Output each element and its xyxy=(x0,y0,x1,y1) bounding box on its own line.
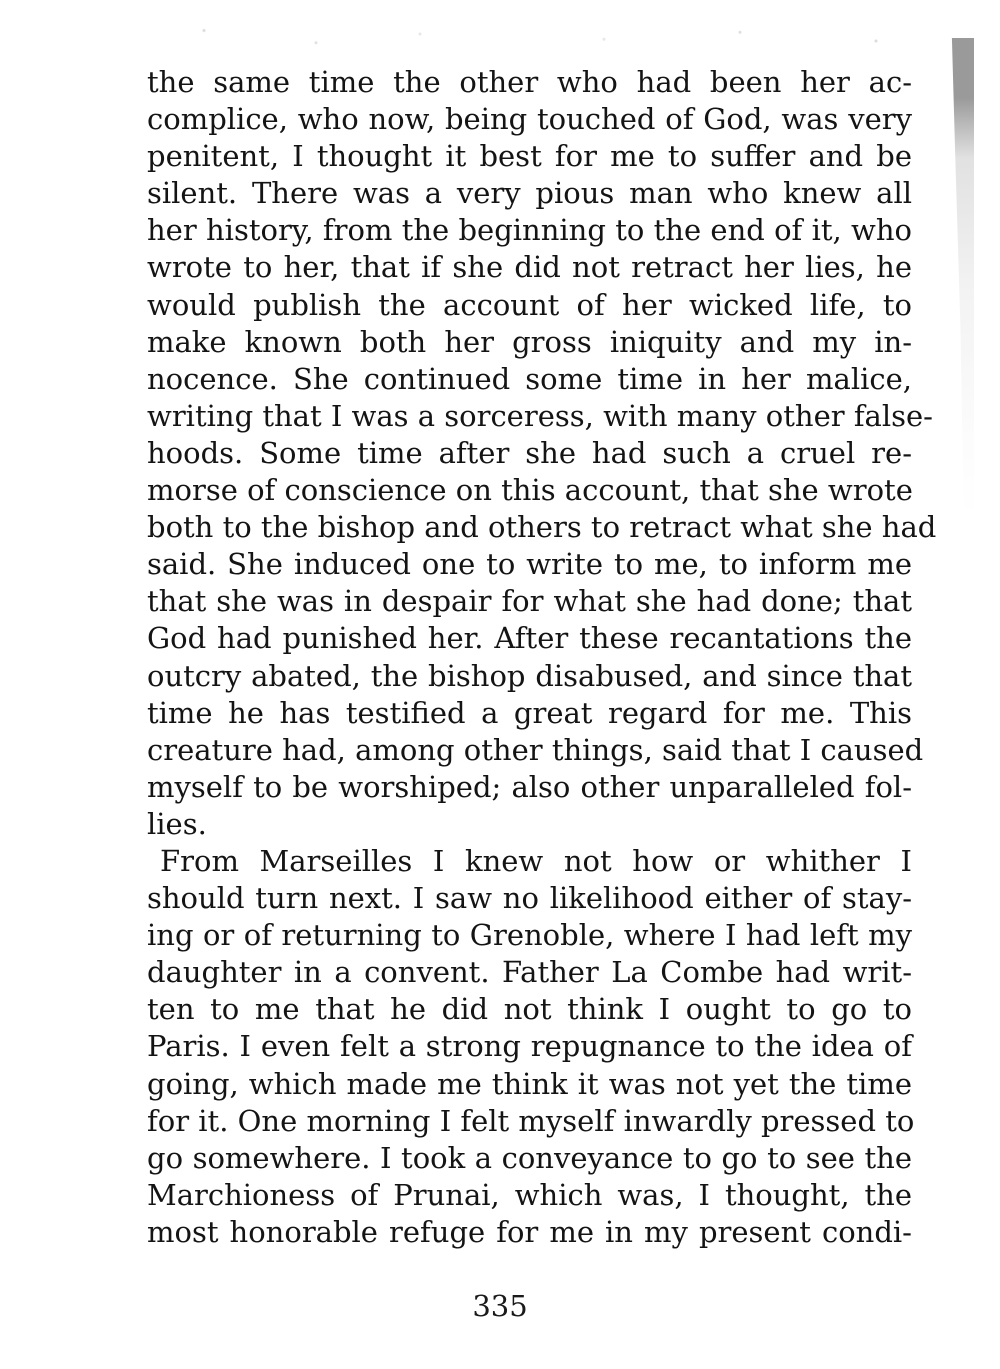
text-line: both to the bishop and others to retract what she had xyxy=(147,510,937,545)
text-line: going, which made me think it was not yet the time xyxy=(147,1066,912,1101)
text-line: make known both her gross iniquity and my in- xyxy=(147,324,912,359)
text-line: go somewhere. I took a conveyance to go to see the xyxy=(147,1140,912,1175)
text-line: From Marseilles I knew not how or whither I xyxy=(160,843,912,878)
text-line: writing that I was a sorceress, with many other false- xyxy=(147,398,933,433)
text-line: said. She induced one to write to me, to inform me xyxy=(147,547,912,582)
text-line: lies. xyxy=(147,806,207,841)
text-line: God had punished her. After these recantations the xyxy=(147,621,912,656)
text-line: most honorable refuge for me in my present condi- xyxy=(147,1214,912,1249)
text-line: penitent, I thought it best for me to suffer and be xyxy=(147,139,912,174)
text-line: ing or of returning to Grenoble, where I had left my xyxy=(147,918,912,953)
text-line: Paris. I even felt a strong repugnance to the idea of xyxy=(147,1029,912,1064)
text-line: wrote to her, that if she did not retract her lies, he xyxy=(147,250,912,285)
text-line: for it. One morning I felt myself inwardly pressed to xyxy=(147,1103,915,1138)
text-line: hoods. Some time after she had such a cruel re- xyxy=(147,435,912,470)
scan-artifact-right xyxy=(940,38,974,518)
text-line: that she was in despair for what she had done; that xyxy=(147,584,912,619)
page-number: 335 xyxy=(472,1289,528,1323)
text-line: should turn next. I saw no likelihood either of stay- xyxy=(147,881,912,916)
scan-artifact-top xyxy=(140,20,940,55)
text-line: myself to be worshiped; also other unparalleled fol- xyxy=(147,769,912,804)
text-line: the same time the other who had been her ac- xyxy=(147,65,912,99)
body-text xyxy=(147,64,937,1251)
text-line: outcry abated, the bishop disabused, and since that xyxy=(147,658,912,693)
text-line: Marchioness of Prunai, which was, I thought, the xyxy=(147,1177,912,1212)
text-line: time he has testified a great regard for me. This xyxy=(147,695,912,730)
text-line: complice, who now, being touched of God, was very xyxy=(147,102,912,137)
text-line: daughter in a convent. Father La Combe had writ- xyxy=(147,955,912,990)
text-line: would publish the account of her wicked life, to xyxy=(147,287,912,322)
text-line: silent. There was a very pious man who knew all xyxy=(147,176,912,211)
text-line: nocence. She continued some time in her malice, xyxy=(147,361,912,396)
text-line: ten to me that he did not think I ought to go to xyxy=(147,992,912,1027)
text-line: creature had, among other things, said that I caused xyxy=(147,732,924,767)
text-line: her history, from the beginning to the end of it, who xyxy=(147,213,912,248)
text-line: morse of conscience on this account, that she wrote xyxy=(147,473,913,508)
